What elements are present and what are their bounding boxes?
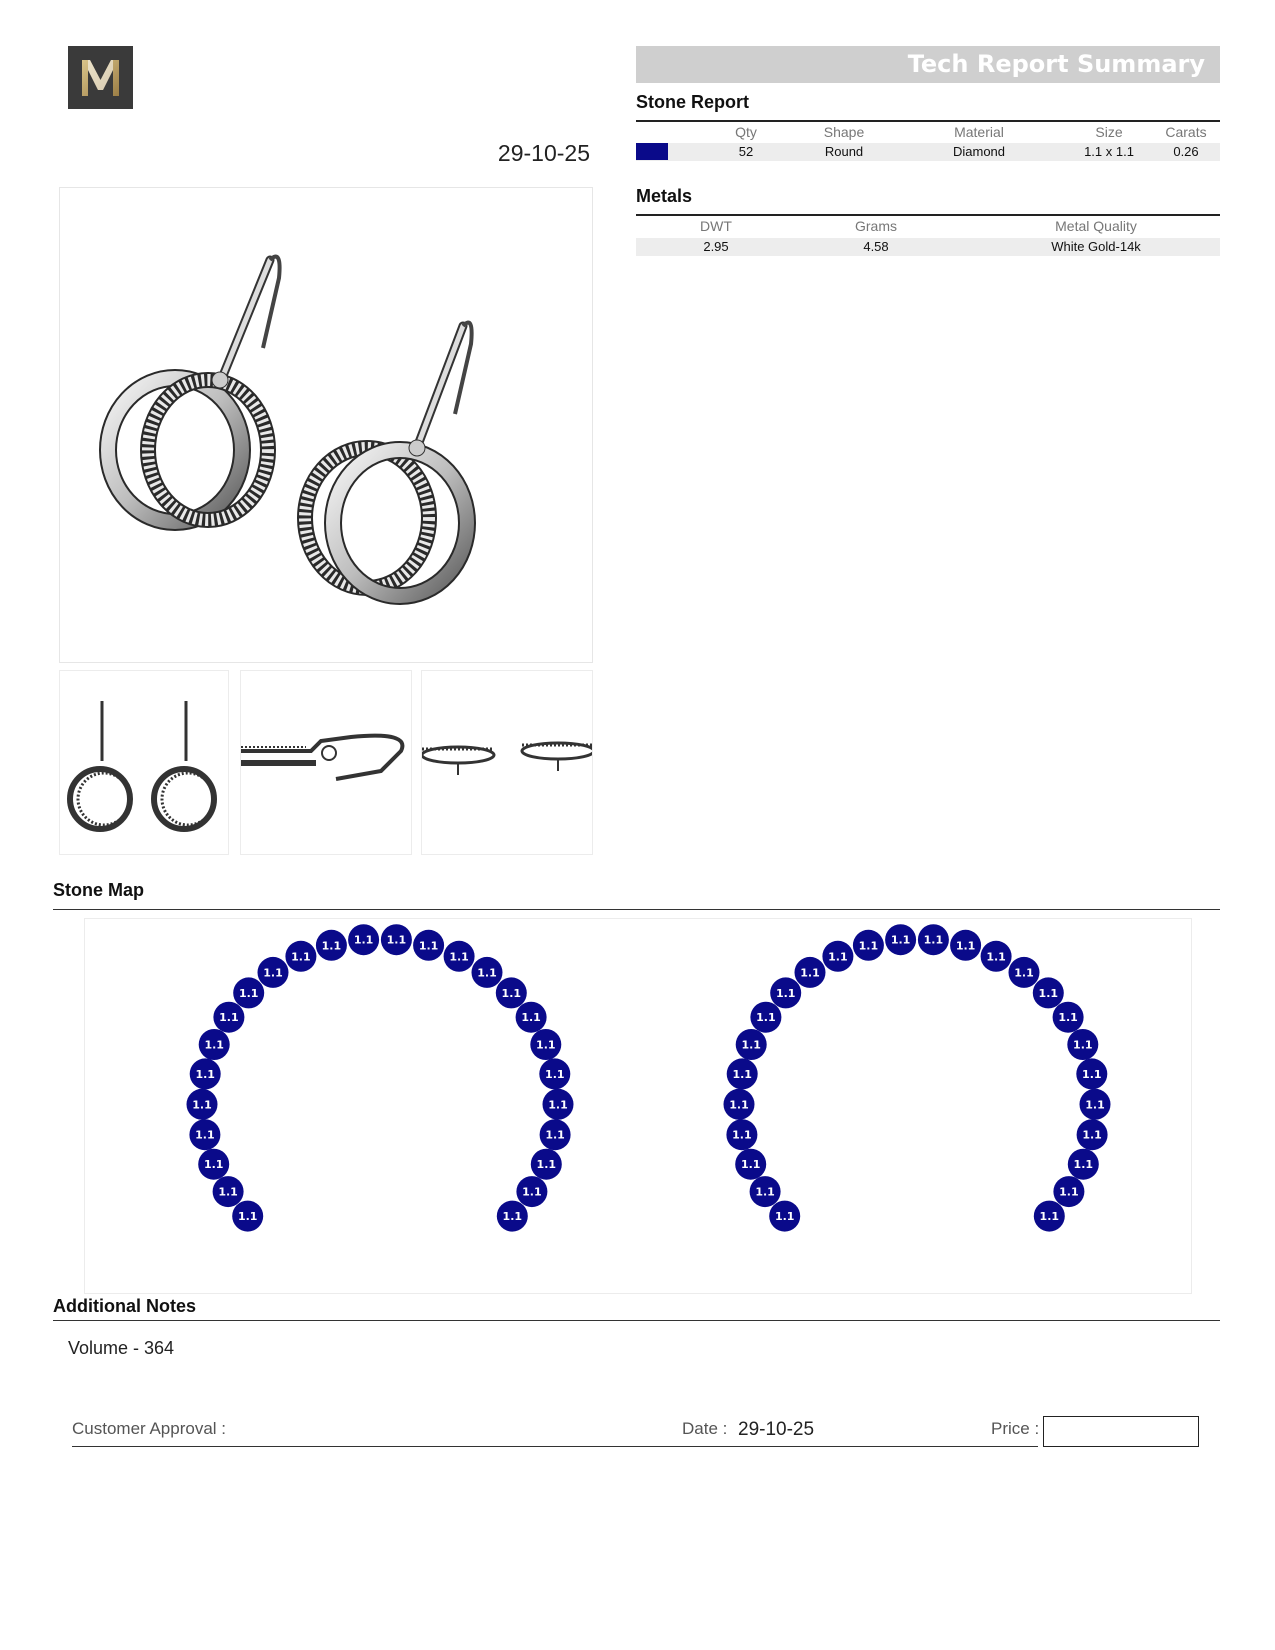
stone-size-label: 1.1 [775, 986, 796, 1000]
stone-marker [233, 977, 264, 1008]
stone-size-label: 1.1 [291, 950, 311, 964]
metals-divider [636, 214, 1220, 216]
stone-size-label: 1.1 [218, 1185, 238, 1199]
stone-size-label: 1.1 [545, 1067, 565, 1081]
stone-size-label: 1.1 [418, 939, 439, 953]
stone-marker [190, 1058, 221, 1089]
stone-marker [735, 1149, 766, 1180]
additional-notes-title: Additional Notes [53, 1296, 196, 1316]
stone-arc-2 [724, 924, 1111, 1231]
stone-size-label: 1.1 [204, 1038, 224, 1052]
cell-metal-quality: White Gold-14k [1051, 239, 1141, 254]
stone-marker [516, 1002, 547, 1033]
stone-marker [1067, 1029, 1098, 1060]
stone-marker [770, 977, 801, 1008]
price-label: Price : [991, 1419, 1040, 1438]
stone-marker [950, 930, 981, 961]
stone-marker [232, 1201, 263, 1232]
stone-arc-1 [187, 924, 574, 1231]
stone-marker [1053, 1002, 1084, 1033]
thumbnail-top-view[interactable] [421, 670, 593, 855]
stone-marker [1053, 1176, 1084, 1207]
stone-size-label: 1.1 [1059, 1185, 1079, 1199]
stone-size-label: 1.1 [477, 966, 497, 980]
stone-marker [496, 977, 527, 1008]
stone-size-label: 1.1 [195, 1067, 215, 1081]
stone-size-label: 1.1 [501, 986, 522, 1000]
stone-marker [497, 1201, 528, 1232]
stone-size-label: 1.1 [263, 966, 283, 980]
price-input-box[interactable] [1043, 1416, 1199, 1447]
approval-date-value: 29-10-25 [738, 1419, 815, 1440]
col-header-carats: Carats [1165, 124, 1207, 140]
stone-size-label: 1.1 [858, 939, 879, 953]
stone-size-label: 1.1 [1085, 1098, 1105, 1112]
stone-size-label: 1.1 [774, 1210, 795, 1224]
stone-size-label: 1.1 [545, 1128, 565, 1142]
stone-size-label: 1.1 [548, 1098, 568, 1112]
stone-marker [918, 924, 949, 955]
stone-size-label: 1.1 [828, 950, 848, 964]
stone-marker [539, 1058, 570, 1089]
approval-date-label: Date : [682, 1419, 728, 1438]
stone-color-swatch [636, 143, 668, 160]
stone-marker [213, 1002, 244, 1033]
stone-size-label: 1.1 [1038, 986, 1059, 1000]
stone-report-divider [636, 120, 1220, 122]
earring-right-drawing [305, 323, 472, 596]
col-header-grams: Grams [855, 218, 897, 234]
stone-marker [258, 957, 289, 988]
stone-marker [1080, 1089, 1111, 1120]
cell-grams: 4.58 [863, 239, 889, 254]
stone-size-label: 1.1 [1058, 1011, 1078, 1025]
stone-marker [285, 941, 316, 972]
report-title-bar [636, 46, 1220, 83]
stone-size-label: 1.1 [219, 1011, 239, 1025]
main-product-image [59, 187, 593, 663]
stone-size-label: 1.1 [502, 1210, 523, 1224]
stone-marker [213, 1176, 244, 1207]
stone-size-label: 1.1 [353, 933, 374, 947]
stone-marker [1076, 1058, 1107, 1089]
stone-size-label: 1.1 [800, 966, 820, 980]
stone-marker [885, 924, 916, 955]
stone-map-divider [53, 909, 1220, 910]
stone-size-label: 1.1 [732, 1067, 752, 1081]
stone-marker [187, 1089, 218, 1120]
stone-marker [413, 930, 444, 961]
stone-size-label: 1.1 [321, 939, 342, 953]
metals-title: Metals [636, 186, 693, 206]
stone-marker [444, 941, 475, 972]
col-header-metal-quality: Metal Quality [1055, 218, 1137, 234]
stone-map-title: Stone Map [53, 880, 145, 900]
stone-marker [822, 941, 853, 972]
metals-row [636, 238, 1220, 256]
stone-size-label: 1.1 [732, 1128, 752, 1142]
thumbnail-front-view[interactable] [59, 670, 229, 855]
stone-marker [769, 1201, 800, 1232]
stone-size-label: 1.1 [1073, 1038, 1093, 1052]
stone-size-label: 1.1 [729, 1098, 749, 1112]
cell-material: Diamond [952, 144, 1006, 159]
col-header-dwt: DWT [700, 218, 732, 234]
stone-marker [516, 1176, 547, 1207]
stone-marker [1009, 957, 1040, 988]
stone-marker [381, 924, 412, 955]
col-header-material: Material [954, 124, 1004, 140]
cell-carats: 0.26 [1173, 144, 1199, 159]
col-header-size: Size [1095, 124, 1123, 140]
brand-logo [68, 46, 133, 109]
stone-marker [750, 1176, 781, 1207]
stone-size-label: 1.1 [955, 939, 976, 953]
stone-size-label: 1.1 [1014, 966, 1034, 980]
stone-marker [795, 957, 826, 988]
stone-marker [1033, 977, 1064, 1008]
stone-marker [853, 930, 884, 961]
additional-notes-divider [53, 1320, 1220, 1321]
stone-report-header-row [636, 124, 1220, 142]
stone-marker [530, 1029, 561, 1060]
stone-size-label: 1.1 [923, 933, 944, 947]
stone-size-label: 1.1 [238, 986, 259, 1000]
stone-report-title: Stone Report [636, 92, 750, 112]
stone-marker [1077, 1119, 1108, 1150]
stone-marker [1068, 1149, 1099, 1180]
stone-size-label: 1.1 [536, 1038, 556, 1052]
stone-marker [540, 1119, 571, 1150]
stone-size-label: 1.1 [237, 1210, 258, 1224]
stone-marker [531, 1149, 562, 1180]
stone-size-label: 1.1 [449, 950, 469, 964]
stone-marker [750, 1002, 781, 1033]
stone-marker [543, 1089, 574, 1120]
stone-marker [736, 1029, 767, 1060]
stone-size-label: 1.1 [195, 1128, 215, 1142]
stone-marker [724, 1089, 755, 1120]
stone-marker [726, 1119, 757, 1150]
cell-size: 1.1 x 1.1 [1084, 144, 1134, 159]
stone-marker [348, 924, 379, 955]
stone-report-row [636, 143, 1220, 161]
metals-header-row [636, 218, 1220, 236]
stone-size-label: 1.1 [536, 1158, 557, 1172]
cell-dwt: 2.95 [703, 239, 729, 254]
stone-size-label: 1.1 [203, 1158, 224, 1172]
stone-size-label: 1.1 [986, 950, 1006, 964]
stone-size-label: 1.1 [1073, 1158, 1094, 1172]
stone-marker [472, 957, 503, 988]
col-header-qty: Qty [735, 124, 757, 140]
stone-size-label: 1.1 [740, 1158, 761, 1172]
stone-marker [198, 1149, 229, 1180]
stone-size-label: 1.1 [1082, 1067, 1102, 1081]
stone-size-label: 1.1 [521, 1011, 541, 1025]
customer-approval-signature-line[interactable] [72, 1446, 1038, 1447]
stone-marker [189, 1119, 220, 1150]
stone-marker [199, 1029, 230, 1060]
stone-size-label: 1.1 [386, 933, 407, 947]
stone-size-label: 1.1 [741, 1038, 761, 1052]
stone-marker [1034, 1201, 1065, 1232]
earring-left-drawing [108, 257, 280, 522]
cell-shape: Round [824, 144, 864, 159]
customer-approval-label: Customer Approval : [72, 1419, 227, 1438]
additional-notes-text: Volume - 364 [68, 1338, 175, 1358]
stone-size-label: 1.1 [192, 1098, 212, 1112]
stone-marker [981, 941, 1012, 972]
stone-size-label: 1.1 [756, 1011, 776, 1025]
stone-size-label: 1.1 [522, 1185, 542, 1199]
stone-size-label: 1.1 [1082, 1128, 1102, 1142]
header-date: 29-10-25 [497, 140, 590, 166]
report-title: Tech Report Summary [907, 50, 1205, 78]
stone-size-label: 1.1 [755, 1185, 775, 1199]
thumbnail-side-view[interactable] [240, 670, 412, 855]
stone-map-diagram [84, 918, 1192, 1294]
stone-marker [727, 1058, 758, 1089]
stone-marker [316, 930, 347, 961]
stone-size-label: 1.1 [890, 933, 911, 947]
cell-qty: 52 [738, 144, 754, 159]
col-header-shape: Shape [823, 124, 865, 140]
stone-size-label: 1.1 [1039, 1210, 1060, 1224]
